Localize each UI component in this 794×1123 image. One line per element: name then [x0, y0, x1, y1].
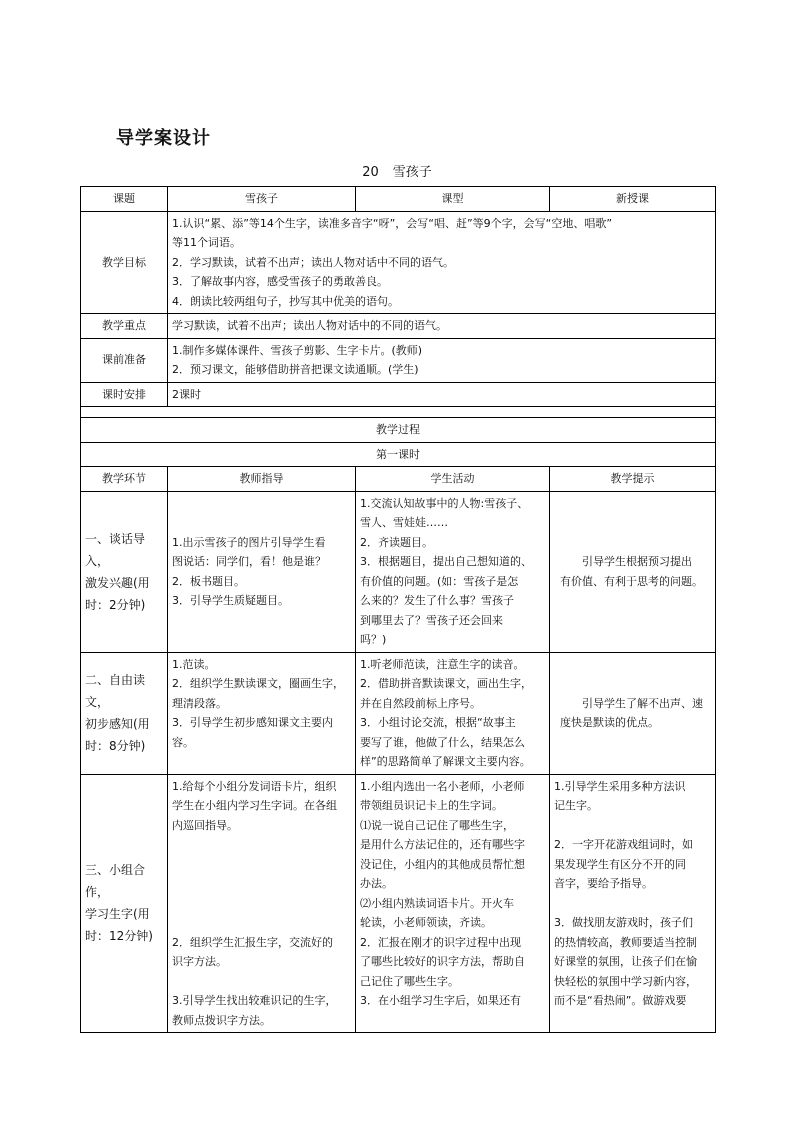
teacher-line: 容。 [172, 735, 194, 749]
teacher-line: 识字方法。 [172, 955, 227, 968]
student-line: 2．汇报在刚才的识字过程中出现 [360, 935, 521, 949]
hint-line: 引导学生根据预习提出 [582, 555, 692, 568]
teacher-line: 2．板书题目。 [172, 574, 245, 588]
hint-line: 3．做找朋友游戏时，孩子们 [554, 916, 693, 929]
student-line: 轮读，小老师领读，齐读。 [360, 916, 492, 929]
prep-line: 2．预习课文，能够借助拼音把课文读通顺。(学生) [172, 363, 419, 376]
student-line: 要写了谁，他做了什么，结果怎么 [360, 735, 525, 749]
key-label: 教学重点 [81, 314, 168, 339]
stage-1-hint [550, 491, 716, 652]
stage-2-hint [550, 652, 716, 774]
hint-line: 1.引导学生采用多种方法识 [554, 779, 686, 793]
student-line: 到哪里去了？雪孩子还会回来 [360, 613, 503, 627]
student-line: 了哪些比较好的识字方法，帮助自 [360, 955, 525, 968]
student-line: 样”的思路简单了解课文主要内容。 [360, 755, 531, 768]
hint-line: 而不是“看热闹”。做游戏要 [554, 994, 687, 1007]
prep-cell [168, 338, 716, 382]
student-line: 3．在小组学习生字后，如果还有 [360, 994, 521, 1007]
teacher-line: 2．组织学生汇报生字，交流好的 [172, 935, 333, 949]
stage-1-name [81, 491, 168, 652]
student-line: 么来的？发生了什么事？雪孩子 [360, 594, 514, 607]
info-row-prep [81, 338, 716, 382]
period-header-row [81, 442, 716, 467]
hint-line: 好课堂的氛围，让孩子们在愉 [554, 955, 697, 968]
hint-line: 的热情较高，教师要适当控制 [554, 935, 697, 949]
lesson-number: 20 [362, 165, 379, 180]
stage-3-hint [550, 774, 716, 1033]
student-line: 2．借助拼音默读课文，画出生字， [360, 677, 532, 690]
student-line: 带领组员识记卡上的生字词。 [360, 799, 503, 812]
stage-name-line: 激发兴趣(用 [85, 575, 150, 590]
stage-3-student [356, 774, 550, 1033]
teacher-line: 3.引导学生找出较难识记的生字， [172, 994, 337, 1007]
student-line: 并在自然段前标上序号。 [360, 696, 481, 710]
teacher-line: 1.范读。 [172, 657, 216, 671]
goal-line: 2．学习默读，试着不出声；读出人物对话中不同的语气。 [172, 255, 454, 269]
stage-row-3 [81, 774, 716, 1033]
teacher-line: 内巡回指导。 [172, 818, 238, 832]
stage-2-student [356, 652, 550, 774]
student-line: 吗？) [360, 633, 387, 646]
student-line: 2．齐读题目。 [360, 535, 433, 549]
teacher-line: 2．组织学生默读课文，圈画生字， [172, 677, 344, 690]
teacher-line: 3．引导学生初步感知课文主要内 [172, 716, 333, 729]
stage-1-student [356, 491, 550, 652]
student-line: 1.听老师范读，注意生字的读音。 [360, 657, 525, 671]
stage-name-line: 学习生字(用 [85, 907, 150, 922]
info-row-hours [81, 382, 716, 407]
page-heading: 导学案设计 [116, 128, 211, 149]
prep-label: 课前准备 [81, 338, 168, 382]
stage-2-name [81, 652, 168, 774]
spacer-row [81, 407, 716, 418]
col-teacher: 教师指导 [168, 467, 356, 492]
topic-value: 雪孩子 [168, 187, 356, 212]
stage-name-line: 初步感知(用 [85, 717, 150, 731]
process-header-row [81, 418, 716, 443]
student-line: ⑴说一说自己记住了哪些生字， [360, 818, 514, 832]
key-value: 学习默读，试着不出声；读出人物对话中的不同的语气。 [168, 314, 716, 339]
hint-line: 度快是默读的优点。 [560, 716, 659, 729]
topic-label: 课题 [81, 187, 168, 212]
teacher-line: 3．引导学生质疑题目。 [172, 594, 289, 607]
hint-line: 快轻松的氛围中学习新内容， [554, 974, 697, 988]
teacher-line: 1.给每个小组分发词语卡片，组织 [172, 779, 337, 793]
lesson-plan-table [80, 186, 716, 1033]
type-value: 新授课 [550, 187, 716, 212]
process-label: 教学过程 [81, 418, 716, 443]
goal-line: 1.认识“累、添”等14个生字，读准多音字“呀”，会写“唱、赶”等9个字，会写“空地、唱歌” [172, 216, 613, 230]
stage-name-line: 时：2分钟) [85, 597, 146, 612]
stage-1-teacher [168, 491, 356, 652]
goal-line: 4．朗读比较两组句子，抄写其中优美的语句。 [172, 294, 399, 308]
col-stage: 教学环节 [81, 467, 168, 492]
student-line: 是用什么方法记住的，还有哪些字 [360, 838, 525, 851]
goals-label: 教学目标 [81, 211, 168, 314]
hours-value: 2课时 [168, 382, 716, 407]
goals-cell [168, 211, 716, 314]
student-line: 1.小组内选出一名小老师，小老师 [360, 779, 525, 793]
col-student: 学生活动 [356, 467, 550, 492]
stage-name-line: 时：8分钟) [85, 739, 146, 753]
student-line: 没记住，小组内的其他成员帮忙想 [360, 857, 525, 871]
student-line: ⑵小组内熟读词语卡片。开火车 [360, 896, 514, 910]
student-line: 有价值的问题。(如：雪孩子是怎 [360, 574, 519, 588]
info-row-topic [81, 187, 716, 212]
teacher-line: 1.出示雪孩子的图片引导学生看 [172, 535, 326, 549]
student-line: 1.交流认知故事中的人物:雪孩子、 [360, 496, 529, 510]
hint-line: 2．一字开花游戏组词时，如 [554, 838, 693, 851]
student-line: 3．小组讨论交流，根据“故事主 [360, 716, 516, 729]
goal-line: 3．了解故事内容，感受雪孩子的勇敢善良。 [172, 275, 388, 288]
stage-name-line: 一、谈话导入， [85, 531, 146, 568]
column-header-row [81, 467, 716, 492]
stage-3-name [81, 774, 168, 1033]
student-line: 雪人、雪娃娃…… [360, 516, 448, 529]
lesson-name: 雪孩子 [392, 165, 432, 180]
col-hint: 教学提示 [550, 467, 716, 492]
stage-name-line: 时：12分钟) [85, 929, 153, 944]
period-label: 第一课时 [81, 442, 716, 467]
stage-name-line: 三、小组合作， [85, 863, 146, 900]
stage-name-line: 二、自由读文， [85, 673, 146, 709]
student-line: 办法。 [360, 877, 393, 890]
teacher-line: 图说话：同学们，看！他是谁？ [172, 555, 326, 568]
student-line: 己记住了哪些生字。 [360, 974, 459, 988]
lesson-title [0, 161, 794, 180]
teacher-line: 学生在小组内学习生字词。在各组 [172, 799, 337, 812]
type-label: 课型 [356, 187, 550, 212]
student-line: 3．根据题目，提出自己想知道的、 [360, 555, 532, 568]
stage-3-teacher [168, 774, 356, 1033]
goal-line: 等11个词语。 [172, 236, 241, 249]
hint-line: 引导学生了解不出声、速 [582, 696, 703, 710]
stage-row-2 [81, 652, 716, 774]
teacher-line: 教师点拨识字方法。 [172, 1013, 271, 1027]
info-row-key [81, 314, 716, 339]
prep-line: 1.制作多媒体课件、雪孩子剪影、生字卡片。(教师) [172, 343, 423, 357]
hint-line: 果发现学生有区分不开的同 [554, 857, 686, 871]
hours-label: 课时安排 [81, 382, 168, 407]
hint-line: 记生字。 [554, 799, 598, 812]
stage-2-teacher [168, 652, 356, 774]
teacher-line: 理清段落。 [172, 696, 227, 710]
hint-line: 有价值、有利于思考的问题。 [560, 574, 703, 588]
stage-row-1 [81, 491, 716, 652]
info-row-goals [81, 211, 716, 314]
hint-line: 音字，要给予指导。 [554, 877, 653, 890]
